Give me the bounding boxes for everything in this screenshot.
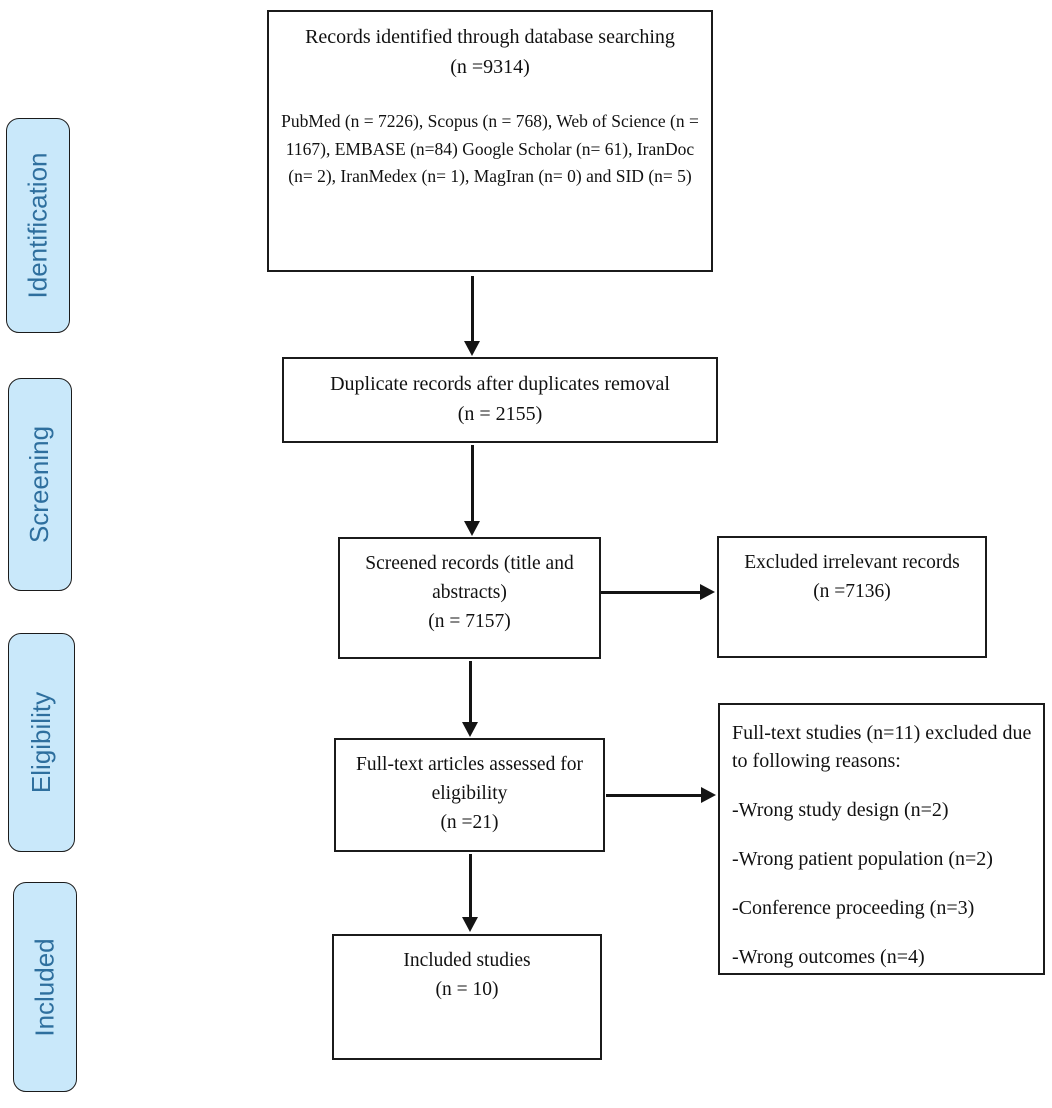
- box-records-identified-count: (n =9314): [450, 56, 530, 78]
- stage-included: [13, 882, 77, 1092]
- arrow-screened-to-fulltext-head: [462, 722, 478, 737]
- box-fulltext-assessed-count: (n =21): [440, 812, 499, 833]
- box-excluded-irrelevant-title: Excluded irrelevant records: [744, 552, 960, 573]
- arrow-fulltext-to-included-head: [462, 917, 478, 932]
- exclusion-reason: -Wrong study design (n=2): [732, 799, 949, 821]
- arrow-fulltext-to-reasons-line: [606, 794, 703, 797]
- stage-identification-label: Identification: [22, 152, 53, 299]
- stage-included-label: Included: [29, 937, 60, 1037]
- box-fulltext-assessed-title: Full-text articles assessed for eligibility: [356, 754, 583, 804]
- box-fulltext-excluded-title: Full-text studies (n=11) excluded due to following reasons:: [732, 722, 1032, 772]
- stage-eligibility: [8, 633, 75, 852]
- stage-screening-label: Screening: [24, 425, 55, 544]
- box-screened-records: [338, 537, 601, 659]
- box-screened-records-count: (n = 7157): [428, 611, 511, 632]
- box-included-studies: [332, 934, 602, 1060]
- stage-identification: [6, 118, 70, 333]
- box-duplicates-removal: [282, 357, 718, 443]
- box-records-identified-sources: PubMed (n = 7226), Scopus (n = 768), Web of Science (n = 1167), EMBASE (n=84) Google Scholar (n= 61), IranDoc (n= 2), IranMedex (n= 1), MagIran (n= 0) and SID (n= 5): [281, 111, 699, 186]
- stage-screening: [8, 378, 72, 591]
- arrow-duplicates-to-screened-head: [464, 521, 480, 536]
- stage-eligibility-label: Eligibility: [26, 691, 56, 794]
- arrow-screened-to-excluded-line: [601, 591, 702, 594]
- box-records-identified-title: Records identified through database searching: [305, 26, 675, 48]
- box-screened-records-title: Screened records (title and abstracts): [365, 553, 574, 603]
- exclusion-reason: -Wrong outcomes (n=4): [732, 946, 925, 968]
- box-excluded-irrelevant: [717, 536, 987, 658]
- arrow-identified-to-duplicates-head: [464, 341, 480, 356]
- box-duplicates-removal-title: Duplicate records after duplicates removal: [330, 373, 670, 395]
- arrow-duplicates-to-screened-line: [471, 445, 474, 523]
- exclusion-reason: -Conference proceeding (n=3): [732, 897, 975, 919]
- exclusion-reason: -Wrong patient population (n=2): [732, 848, 993, 870]
- arrow-screened-to-excluded-head: [700, 584, 715, 600]
- box-fulltext-excluded-reasons: [718, 703, 1045, 975]
- box-included-studies-title: Included studies: [403, 950, 531, 971]
- arrow-fulltext-to-included-line: [469, 854, 472, 919]
- arrow-fulltext-to-reasons-head: [701, 787, 716, 803]
- arrow-identified-to-duplicates-line: [471, 276, 474, 343]
- box-duplicates-removal-count: (n = 2155): [457, 403, 543, 425]
- box-fulltext-assessed: [334, 738, 605, 852]
- arrow-screened-to-fulltext-line: [469, 661, 472, 724]
- box-included-studies-count: (n = 10): [435, 979, 499, 1000]
- box-records-identified: [267, 10, 713, 272]
- box-excluded-irrelevant-count: (n =7136): [813, 581, 891, 602]
